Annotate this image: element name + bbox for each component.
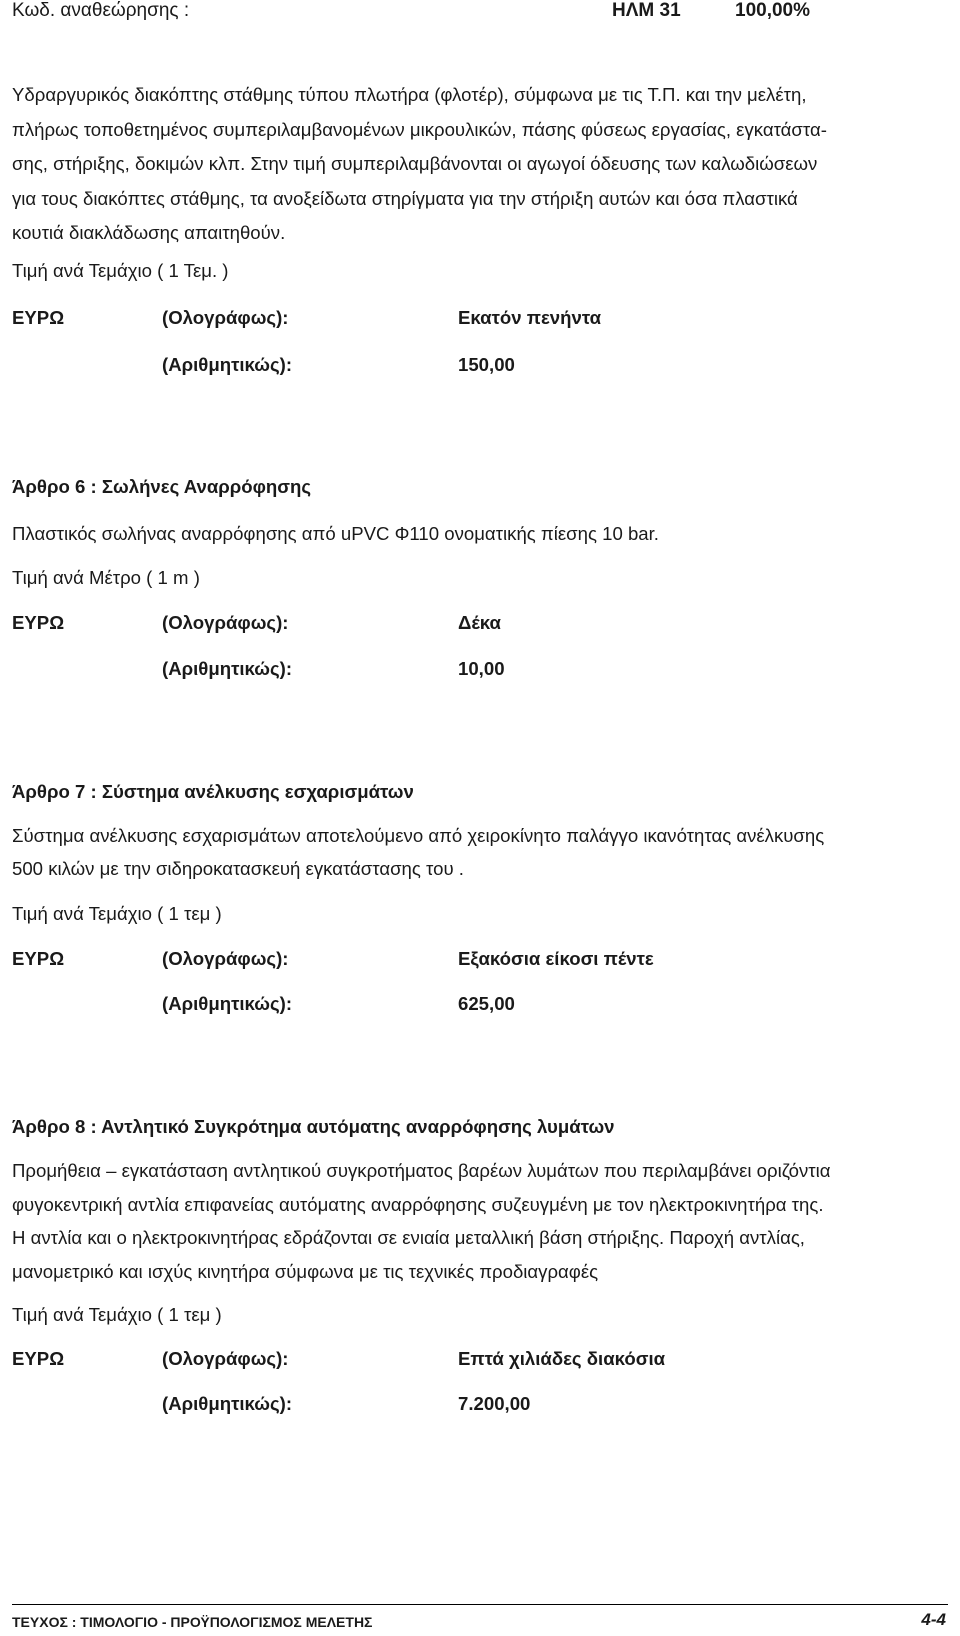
intro-line: Υδραργυρικός διακόπτης στάθμης τύπου πλωτήρα (φλοτέρ), σύμφωνα με τις Τ.Π. και την μελέτη, bbox=[12, 84, 807, 105]
article-8-numeric-label: (Αριθμητικώς): bbox=[162, 1393, 293, 1414]
article-8-description-line: φυγοκεντρική αντλία επιφανείας αυτόματης αναρρόφησης συζευγμένη με τον ηλεκτροκινητήρα της. bbox=[12, 1194, 824, 1215]
intro-words-label: (Ολογράφως): bbox=[162, 307, 289, 328]
article-8-words-label: (Ολογράφως): bbox=[162, 1348, 289, 1369]
article-7-currency: ΕΥΡΩ bbox=[12, 948, 65, 969]
intro-numeric-value: 150,00 bbox=[458, 354, 515, 375]
article-6-words-label: (Ολογράφως): bbox=[162, 612, 289, 633]
article-8-description-line: μανομετρικό και ισχύς κινητήρα σύμφωνα με τις τεχνικές προδιαγραφές bbox=[12, 1261, 599, 1282]
article-6-unit: Τιμή ανά Μέτρο ( 1 m ) bbox=[12, 567, 200, 588]
article-7-numeric-label: (Αριθμητικώς): bbox=[162, 993, 293, 1014]
intro-line: κουτιά διακλάδωσης απαιτηθούν. bbox=[12, 222, 286, 243]
intro-line: σης, στήριξης, δοκιμών κλπ. Στην τιμή συμπεριλαμβάνονται οι αγωγοί όδευσης των καλωδιώσεων bbox=[12, 153, 818, 174]
footer-title: ΤΕΥΧΟΣ : ΤΙΜΟΛΟΓΙΟ - ΠΡΟΫΠΟΛΟΓΙΣΜΟΣ ΜΕΛΕΤΗΣ bbox=[12, 1614, 373, 1630]
article-7-numeric-value: 625,00 bbox=[458, 993, 515, 1014]
article-8-unit: Τιμή ανά Τεμάχιο ( 1 τεμ ) bbox=[12, 1304, 222, 1325]
footer-page-number: 4-4 bbox=[921, 1610, 946, 1629]
article-8-currency: ΕΥΡΩ bbox=[12, 1348, 65, 1369]
revision-percent: 100,00% bbox=[735, 0, 811, 21]
article-7-words-value: Εξακόσια είκοσι πέντε bbox=[458, 948, 654, 969]
article-6-words-value: Δέκα bbox=[458, 612, 501, 633]
article-7-title: Άρθρο 7 : Σύστημα ανέλκυσης εσχαρισμάτων bbox=[12, 781, 414, 802]
article-7-words-label: (Ολογράφως): bbox=[162, 948, 289, 969]
article-8-description-line: Προμήθεια – εγκατάσταση αντλητικού συγκροτήματος βαρέων λυμάτων που περιλαμβάνει οριζόντια bbox=[12, 1160, 831, 1181]
article-6-numeric-value: 10,00 bbox=[458, 658, 505, 679]
intro-line: για τους διακόπτες στάθμης, τα ανοξείδωτα στηρίγματα για την στήριξη αυτών και όσα πλαστικά bbox=[12, 187, 798, 209]
intro-unit: Τιμή ανά Τεμάχιο ( 1 Τεμ. ) bbox=[12, 260, 229, 281]
article-8-description-line: Η αντλία και ο ηλεκτροκινητήρας εδράζονται σε ενιαία μεταλλική βάση στήριξης. Παροχή αντλίας, bbox=[12, 1227, 805, 1248]
footer-divider bbox=[12, 1604, 948, 1605]
revision-code: ΗΛΜ 31 bbox=[612, 0, 681, 21]
article-6-description: Πλαστικός σωλήνας αναρρόφησης από uPVC Φ110 ονοματικής πίεσης 10 bar. bbox=[12, 523, 659, 544]
article-7-description-line: Σύστημα ανέλκυσης εσχαρισμάτων αποτελούμενο από χειροκίνητο παλάγγο ικανότητας ανέλκυσης bbox=[12, 825, 825, 846]
intro-numeric-label: (Αριθμητικώς): bbox=[162, 354, 293, 375]
article-6-title: Άρθρο 6 : Σωλήνες Αναρρόφησης bbox=[12, 476, 312, 497]
article-8-title: Άρθρο 8 : Αντλητικό Συγκρότημα αυτόματης αναρρόφησης λυμάτων bbox=[12, 1116, 615, 1137]
intro-line: πλήρως τοποθετημένος συμπεριλαμβανομένων μικρουλικών, πάσης φύσεως εργασίας, εγκατάστα- bbox=[12, 118, 827, 140]
article-7-description-line: 500 κιλών με την σιδηροκατασκευή εγκατάστασης του . bbox=[12, 858, 464, 879]
revision-label: Κωδ. αναθεώρησης : bbox=[12, 0, 190, 21]
article-8-words-value: Επτά χιλιάδες διακόσια bbox=[458, 1348, 666, 1369]
article-6-currency: ΕΥΡΩ bbox=[12, 612, 65, 633]
intro-paragraph bbox=[12, 78, 948, 251]
article-6-numeric-label: (Αριθμητικώς): bbox=[162, 658, 293, 679]
article-8-numeric-value: 7.200,00 bbox=[458, 1393, 531, 1414]
article-7-unit: Τιμή ανά Τεμάχιο ( 1 τεμ ) bbox=[12, 903, 222, 924]
intro-words-value: Εκατόν πενήντα bbox=[458, 307, 602, 328]
intro-currency: ΕΥΡΩ bbox=[12, 307, 65, 328]
